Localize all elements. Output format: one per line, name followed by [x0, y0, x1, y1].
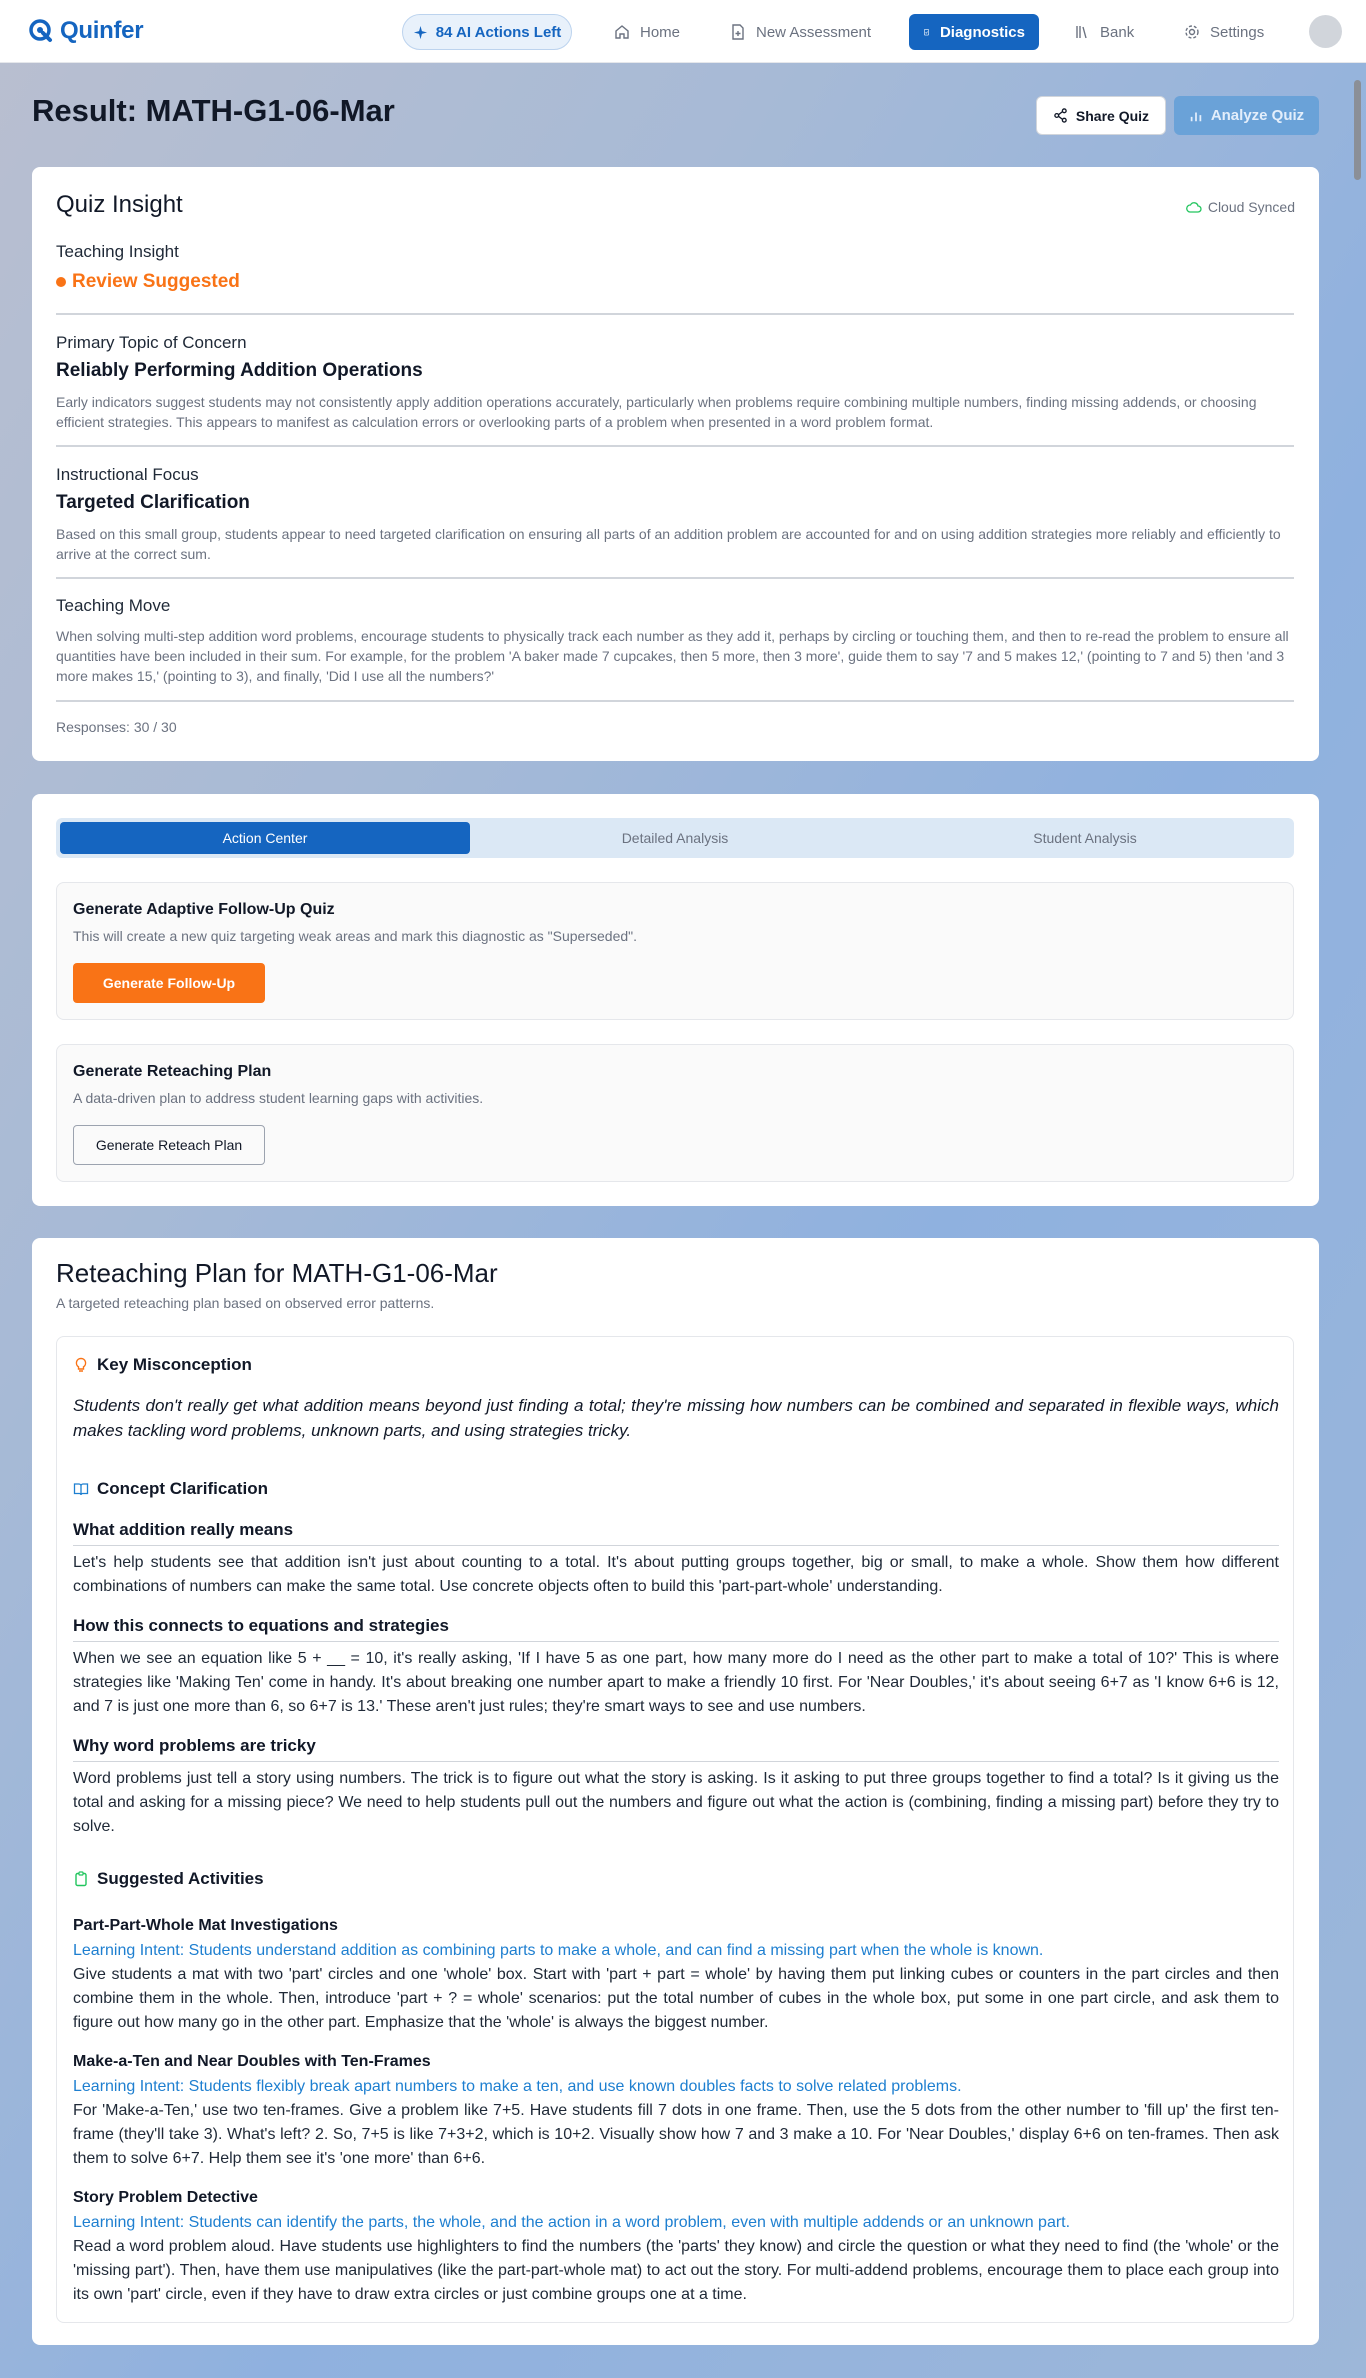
reteach-plan-body — [56, 1336, 1294, 2323]
activity-description: Give students a mat with two 'part' circles and one 'whole' box. Start with 'part + part = whole' by having them put linking cubes or counters in the part circles and then combine them in the whole. Then, introduce 'part + ? = whole' scenarios: put the total number of cubes in the whole box, put some in one part circle, and ask them to figure out how many go in the other part. Emphasize that the 'whole' is always the biggest number. — [73, 1966, 1279, 2031]
nav-settings[interactable] — [1170, 14, 1278, 50]
suggested-activities-heading — [73, 1869, 264, 1889]
share-quiz-button[interactable] — [1036, 96, 1166, 135]
clarification-text: Word problems just tell a story using numbers. The trick is to figure out what the story is asking. Is it asking to put three groups together to find a total? Is it giving us the total and asking for a missing piece? We need to help students pull out the numbers and figure out what the action is (combining, finding a missing part) before they try to solve. — [73, 1770, 1279, 1835]
page-title: Result: MATH-G1-06-Mar — [32, 93, 395, 128]
reteach-panel-title: Generate Reteaching Plan — [73, 1063, 272, 1080]
tab-detailed-analysis[interactable]: Detailed Analysis — [621, 830, 729, 846]
tab-student-analysis[interactable]: Student Analysis — [1033, 830, 1137, 846]
clipboard-icon — [73, 1871, 89, 1887]
teaching-move-body: When solving multi-step addition word problems, encourage students to physically track each number as they add it, perhaps by circling or touching them, and then to re-read the problem to ensure all quantities have been included in their sum. For example, for the problem 'A baker made 7 cupcakes, then 5 more, then 3 more', guide them to say '7 and 5 makes 12,' (pointing to 7 and 5) then 'and 3 more makes 15,' (pointing to 3), and finally, 'Did I use all the numbers?' — [56, 628, 1289, 684]
primary-topic-title: Reliably Performing Addition Operations — [56, 360, 423, 381]
activity-description: Read a word problem aloud. Have students use highlighters to find the numbers (the 'parts' they know) and circle the question or what they need to find (the 'whole' or the 'missing part'). Then, have them use manipulatives (like the part-part-whole mat) to act out the story. For multi-addend problems, encourage them to place each group into its own 'part' circle, even if they have to draw extra circles or just combine groups one at a time. — [73, 2238, 1279, 2303]
divider — [56, 445, 1294, 447]
followup-title: Generate Adaptive Follow-Up Quiz — [73, 901, 335, 918]
nav-new-assessment[interactable] — [716, 14, 885, 50]
clarification-heading: Why word problems are tricky — [73, 1736, 1279, 1762]
sync-status-label: Cloud Synced — [1207, 199, 1295, 215]
key-misconception-label: Key Misconception — [97, 1355, 252, 1374]
nav-bank[interactable] — [1060, 14, 1148, 50]
followup-description: This will create a new quiz targeting weak areas and mark this diagnostic as "Superseded". — [73, 928, 638, 944]
library-icon — [1074, 24, 1090, 40]
share-icon — [1053, 108, 1068, 123]
nav-diagnostics-label: Diagnostics — [939, 23, 1025, 41]
reteaching-plan-card — [32, 1238, 1319, 2345]
nav-home[interactable] — [600, 14, 694, 50]
divider — [56, 700, 1294, 702]
lightbulb-icon — [73, 1357, 89, 1373]
misconception-text: Students don't really get what addition means beyond just finding a total; they're missing how numbers can be combined and separated in flexible ways, which makes tackling word problems, unknown parts, and using strategies tricky. — [73, 1396, 1279, 1440]
clarification-text: Let's help students see that addition isn't just about counting to a total. It's about putting groups together, big or small, to make a whole. Show them how different combinations of numbers can make the same total. Use concrete objects often to build this 'part-part-whole' understanding. — [73, 1554, 1279, 1595]
brand-logo[interactable] — [28, 17, 143, 45]
top-nav — [0, 0, 1366, 63]
generate-reteach-button[interactable]: Generate Reteach Plan — [73, 1125, 265, 1165]
sparkle-icon — [413, 25, 428, 40]
analyze-quiz-button[interactable] — [1174, 96, 1319, 135]
primary-topic-body: Early indicators suggest students may not consistently apply addition operations accurately, particularly when problems require combining multiple numbers, finding missing addends, or choosing efficient strategies. This appears to manifest as calculation errors or overlooking parts of a problem when presented in a word problem format. — [56, 394, 1257, 430]
nav-settings-label: Settings — [1210, 23, 1265, 41]
ai-actions-label: 84 AI Actions Left — [435, 23, 562, 41]
action-center-card — [32, 794, 1319, 1206]
teaching-insight-label: Teaching Insight — [56, 242, 179, 261]
divider — [56, 577, 1294, 579]
divider — [56, 313, 1294, 315]
book-open-icon — [73, 1481, 89, 1497]
sync-status — [1186, 199, 1295, 215]
nav-new-assessment-label: New Assessment — [756, 23, 872, 41]
bar-chart-icon — [1189, 109, 1203, 123]
generate-followup-button[interactable]: Generate Follow-Up — [73, 963, 265, 1003]
responses-count: Responses: 30 / 30 — [56, 719, 177, 735]
quiz-insight-title: Quiz Insight — [56, 191, 183, 218]
brand-name: Quinfer — [60, 17, 144, 44]
analysis-tabs — [56, 818, 1294, 858]
status-dot — [56, 277, 66, 287]
cloud-icon — [1186, 201, 1202, 213]
followup-panel — [56, 882, 1294, 1020]
share-quiz-label: Share Quiz — [1075, 107, 1150, 124]
activity-title: Make-a-Ten and Near Doubles with Ten-Frames — [73, 2053, 431, 2070]
review-status-label: Review Suggested — [72, 271, 240, 292]
concept-clarification-label: Concept Clarification — [97, 1479, 268, 1498]
page-scrollbar[interactable] — [1354, 80, 1361, 180]
nav-diagnostics[interactable] — [909, 14, 1039, 50]
clarification-heading: How this connects to equations and strategies — [73, 1616, 1279, 1642]
suggested-activities-label: Suggested Activities — [97, 1869, 264, 1888]
clipboard-check-icon — [923, 24, 930, 40]
instructional-focus-label: Instructional Focus — [56, 465, 199, 484]
analyze-quiz-label: Analyze Quiz — [1210, 107, 1305, 124]
activity-title: Part-Part-Whole Mat Investigations — [73, 1917, 338, 1934]
user-avatar[interactable] — [1309, 15, 1342, 48]
reteach-panel — [56, 1044, 1294, 1182]
home-icon — [614, 24, 630, 40]
nav-bank-label: Bank — [1100, 23, 1135, 41]
activity-intent: Learning Intent: Students understand addition as combining parts to make a whole, and can find a missing part when the whole is known. — [73, 1942, 1044, 1959]
primary-topic-label: Primary Topic of Concern — [56, 333, 247, 352]
activity-description: For 'Make-a-Ten,' use two ten-frames. Give a problem like 7+5. Have students fill 7 dots in one frame. Then, use the 5 dots from the other number to 'fill up' the first ten-frame (they'll take 3). What's left? 2. So, 7+5 is like 7+3+2, which is 10+2. Visually show how 7 and 3 make a 10. For 'Near Doubles,' display 6+6 on ten-frames. Then ask them to solve 6+7. Help them see it's 'one more' than 6+6. — [73, 2102, 1279, 2167]
activity-intent: Learning Intent: Students can identify the parts, the whole, and the action in a word problem, even with multiple addends or an unknown part. — [73, 2214, 1071, 2231]
reteach-plan-subtitle: A targeted reteaching plan based on observed error patterns. — [56, 1295, 435, 1311]
instructional-focus-title: Targeted Clarification — [56, 492, 250, 513]
quiz-insight-card — [32, 167, 1319, 761]
activity-title: Story Problem Detective — [73, 2189, 258, 2206]
ai-actions-badge[interactable] — [402, 14, 572, 50]
reteach-panel-description: A data-driven plan to address student learning gaps with activities. — [73, 1090, 484, 1106]
nav-home-label: Home — [640, 23, 681, 41]
concept-clarification-heading — [73, 1479, 268, 1499]
tab-action-center[interactable]: Action Center — [60, 822, 470, 854]
clarification-text: When we see an equation like 5 + __ = 10, it's really asking, 'If I have 5 as one part, how many more do I need as the other part to make a total of 10?' This is where strategies like 'Making Ten' come in handy. It's about breaking one number apart to make a friendly 10 first. For 'Near Doubles,' it's about seeing 6+7 as 'I know 6+6 is 12, and 7 is just one more than 6, so 6+7 is 13.' These aren't just rules; they're smart ways to see and use numbers. — [73, 1650, 1279, 1715]
gear-icon — [1184, 24, 1200, 40]
reteach-plan-title: Reteaching Plan for MATH-G1-06-Mar — [56, 1258, 498, 1288]
activity-intent: Learning Intent: Students flexibly break apart numbers to make a ten, and use known doubles facts to solve related problems. — [73, 2078, 962, 2095]
review-status — [56, 271, 240, 293]
file-plus-icon — [730, 24, 746, 40]
teaching-move-label: Teaching Move — [56, 596, 171, 615]
instructional-focus-body: Based on this small group, students appear to need targeted clarification on ensuring all parts of an addition problem are accounted for and on using addition strategies more reliably and efficiently to arrive at the correct sum. — [56, 526, 1281, 562]
quinfer-logo-icon — [28, 18, 54, 44]
clarification-heading: What addition really means — [73, 1520, 1279, 1546]
key-misconception-heading — [73, 1355, 252, 1375]
